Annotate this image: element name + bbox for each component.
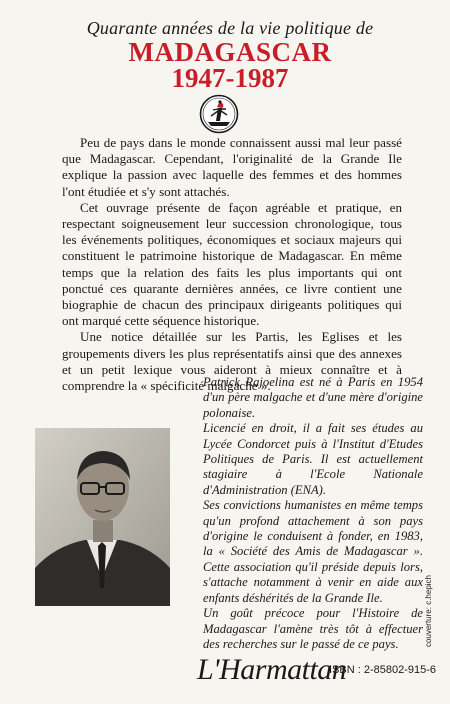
intro-paragraph-3: Une notice détaillée sur les Partis, les Eglises et les groupements divers les plus représentatifs ainsi que des annexes et un petit lexique vous aideront à mieux connaître et à comprendre la « spécificité malgache ». xyxy=(62,329,402,394)
title-years: 1947-1987 xyxy=(171,63,289,93)
author-biography xyxy=(203,375,423,652)
intro-paragraph-2: Cet ouvrage présente de façon agréable et pratique, en respectant soigneusement leur succession chronologique, tous les événements politiques, économiques et sociaux majeurs qui constituent le patrimoine historique de Madagascar. En même temps que la relation des faits les plus importants qui ont ponctué ces quarante dernières années, ce livre contient une biographie de chacun des principaux dirigeants politiques qui ont marqué cette séquence historique. xyxy=(62,199,402,329)
bio-paragraph-2: Licencié en droit, il a fait ses études au Lycée Condorcet puis à l'Institut d'Etudes Politiques de Paris. Il est actuellement stagiaire à l'Ecole Nationale d'Administration (ENA). xyxy=(203,421,423,497)
intro-text xyxy=(62,135,402,394)
harmattan-emblem-icon xyxy=(199,94,239,134)
bio-paragraph-4: Un goût précoce pour l'Histoire de Madagascar l'amène très tôt à effectuer des recherches sur le passé de ce pays. xyxy=(203,606,423,651)
cover-credit: couverture: c.hepich xyxy=(424,575,433,648)
bio-paragraph-1: Patrick Rajoelina est né à Paris en 1954 d'un père malgache et d'une mère d'origine polonaise. xyxy=(203,375,423,420)
title-subtitle: Quarante années de la vie politique de xyxy=(86,18,374,38)
title-country: MADAGASCAR xyxy=(128,37,332,67)
isbn-number: ISBN : 2-85802-915-6 xyxy=(329,664,437,676)
intro-paragraph-1: Peu de pays dans le monde connaissent aussi mal leur passé que Madagascar. Cependant, l'originalité de la Grande Ile explique la passion avec laquelle des femmes et des hommes l'ont étudiée et s'y sont attachés. xyxy=(62,135,402,199)
bio-paragraph-3: Ses convictions humanistes en même temps qu'un profond attachement à son pays d'origine le conduisent à fonder, en 1983, la « Société des Amis de Madagascar ». Cette association qu'il préside depuis lors, s'attache notamment à venir en aide aux enfants déshérités de la Grande Ile. xyxy=(203,498,423,605)
author-photo xyxy=(35,428,170,606)
publisher-logo: L'Harmattan xyxy=(197,653,347,686)
